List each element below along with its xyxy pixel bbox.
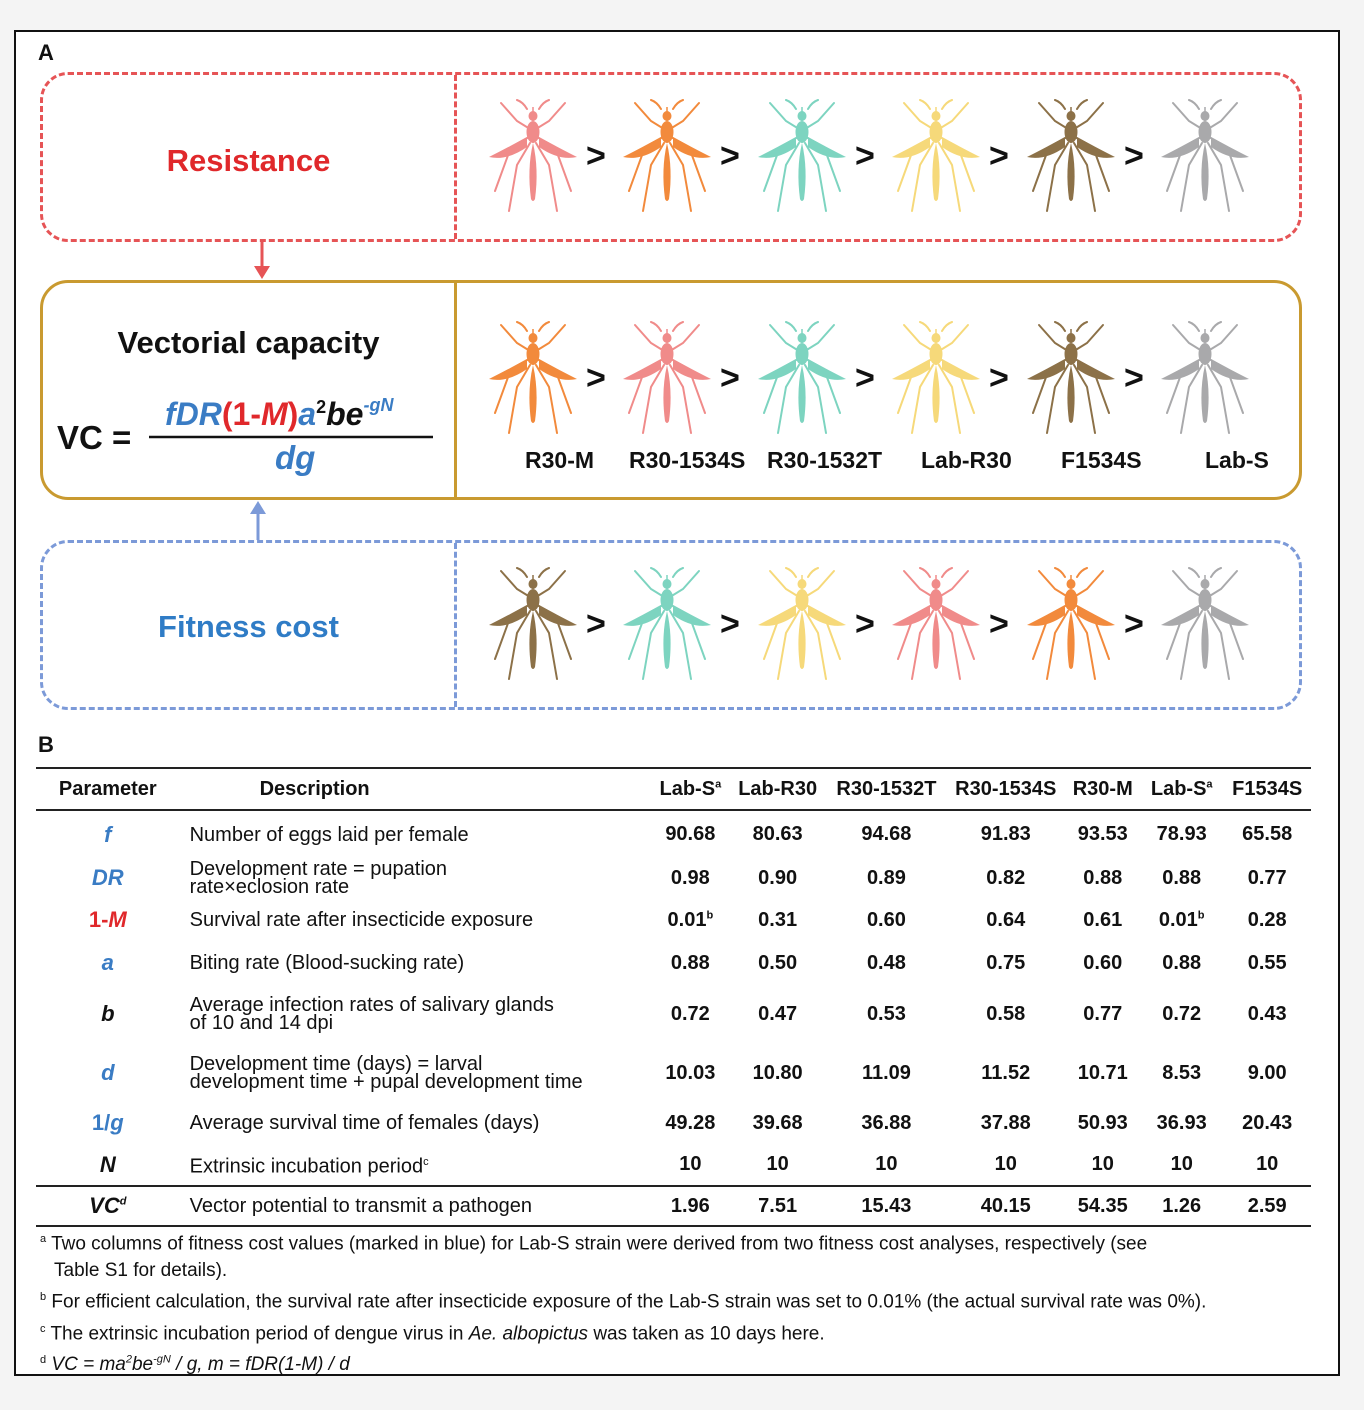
table-cell-value: 0.82 (986, 866, 1026, 889)
table-row-vc (36, 1186, 1311, 1226)
table-cell-value: 0.60 (1083, 951, 1123, 974)
mosquito-icon-R30-1532T (756, 99, 848, 217)
greater-than-sign: > (720, 137, 740, 175)
table-cell-value: 8.53 (1162, 1061, 1202, 1084)
footnote-c: $^c$ The extrinsic incubation period of dengue virus in Ae. albopictus was taken as 10 days here. (40, 1322, 825, 1344)
table-cell-value: 65.58 (1242, 823, 1293, 845)
table-cell-value: 0.31 (758, 908, 798, 931)
mosquito-icon-R30-M (1025, 567, 1117, 685)
table-cell-value: 39.68 (752, 1111, 803, 1134)
greater-than-sign: > (1124, 359, 1144, 397)
footnote-b: $^b$ For efficient calculation, the survival rate after insecticide exposure of the Lab-S strain was set to 0.01% (the actual survival rate was 0%). (40, 1291, 1207, 1313)
table-cell-value: 36.93 (1156, 1111, 1207, 1134)
table-cell-value: 80.63 (752, 823, 803, 845)
strain-label: R30-1534S (629, 447, 746, 473)
parameter-symbol: DR (91, 865, 124, 890)
table-cell-value: 0.01$^b$ (667, 908, 714, 931)
greater-than-sign: > (586, 137, 606, 175)
greater-than-sign: > (586, 359, 606, 397)
table-cell-value: 0.88 (670, 951, 710, 974)
table-cell-value: 1.96 (652, 1186, 728, 1226)
table-cell-value: 0.88 (1162, 951, 1202, 974)
formula-lhs: VC = (57, 419, 132, 456)
parameter-description: Vector potential to transmit a pathogen (180, 1186, 653, 1226)
vc-title: Vectorial capacity (117, 325, 380, 360)
table-cell-value: 10.80 (752, 1061, 803, 1084)
strain-label: R30-M (525, 447, 595, 473)
mosquito-icon-R30-1534S (487, 99, 579, 217)
panel-b-letter: B (38, 732, 54, 757)
mosquito-icon-R30-1532T (756, 321, 848, 439)
table-cell-value: 10.03 (665, 1061, 716, 1084)
table-row (36, 1102, 1311, 1144)
mosquito-icon-R30-M (621, 99, 713, 217)
table-header-row (36, 768, 1311, 810)
table-cell-value: 0.77 (1247, 866, 1287, 889)
strain-label: R30-1532T (767, 447, 883, 473)
greater-than-sign: > (989, 137, 1009, 175)
table-cell-value: 0.88 (1162, 866, 1202, 889)
parameter-description: Survival rate after insecticide exposure (189, 909, 534, 931)
table-cell-value: 50.93 (1077, 1111, 1128, 1134)
table-cell-value: 0.58 (986, 1002, 1026, 1025)
table-cell-value: 9.00 (1247, 1061, 1287, 1084)
table-cell-value: 0.89 (866, 866, 906, 889)
parameter-symbol: 1/g (91, 1110, 124, 1135)
fitness-cost-box (40, 540, 1302, 710)
table-cell-value: 10 (679, 1153, 702, 1175)
table-cell-value: 0.90 (758, 866, 798, 889)
table-cell-value: 0.01$^b$ (1158, 908, 1205, 931)
table-cell-value: 0.53 (866, 1002, 906, 1025)
parameter-description: Average infection rates of salivary glands of 10 and 14 dpi (189, 994, 554, 1034)
mosquito-icon-F1534S (1025, 321, 1117, 439)
greater-than-sign: > (989, 605, 1009, 643)
greater-than-sign: > (1124, 605, 1144, 643)
table-cell-value: 40.15 (946, 1186, 1065, 1226)
strain-label: F1534S (1061, 447, 1142, 473)
table-cell-value: 11.52 (981, 1061, 1031, 1084)
table-row (36, 1144, 1311, 1186)
table-cell-value: 0.77 (1083, 1002, 1123, 1025)
table-cell-value: 0.48 (866, 951, 906, 974)
header-parameter: Parameter (36, 768, 180, 810)
mosquito-icon-Lab-S (1159, 321, 1251, 439)
table-cell-value: 0.72 (1162, 1002, 1202, 1025)
greater-than-sign: > (586, 605, 606, 643)
table-cell-value: 78.93 (1156, 823, 1207, 845)
table-cell-value: 36.88 (861, 1111, 912, 1134)
table-cell-value: 7.51 (729, 1186, 827, 1226)
vc-mosquito-row (483, 321, 1283, 441)
table-cell-value: 0.98 (670, 866, 710, 889)
header-description: Description (180, 768, 653, 810)
table-cell-value: 37.88 (980, 1111, 1031, 1134)
header-strain: F1534S (1223, 768, 1311, 810)
table-cell-value: 10 (1170, 1153, 1193, 1175)
parameter-symbol: d (101, 1060, 115, 1085)
parameter-symbol: N (99, 1151, 116, 1177)
table-row (36, 858, 1311, 898)
parameter-symbol: f (104, 821, 112, 847)
parameter-table (36, 767, 1311, 1227)
figure-frame (14, 30, 1340, 1376)
table-cell-value: 10 (1256, 1153, 1279, 1175)
table-cell-value: 0.64 (986, 908, 1026, 931)
fitness-divider (454, 543, 457, 707)
header-strain: R30-M (1065, 768, 1140, 810)
table-row (36, 1044, 1311, 1102)
table-cell-value: 54.35 (1065, 1186, 1140, 1226)
table-row (36, 942, 1311, 984)
mosquito-icon-R30-1532T (621, 567, 713, 685)
footnotes (40, 1226, 1330, 1378)
parameter-symbol: 1-M (88, 907, 127, 932)
strain-label: Lab-S (1205, 447, 1269, 473)
table-cell-value: 94.68 (861, 823, 912, 845)
header-strain: Lab-S$^a$ (652, 768, 728, 810)
fitness-to-vc-arrow (248, 500, 268, 540)
table-cell-value: 15.43 (827, 1186, 946, 1226)
parameter-description: Development rate = pupation rate×eclosion rate (189, 858, 448, 898)
parameter-description: Development time (days) = larval development time + pupal development time (189, 1053, 583, 1093)
vectorial-capacity-box (40, 280, 1302, 500)
parameter-description: Average survival time of females (days) (189, 1112, 540, 1134)
header-strain: Lab-S$^a$ (1140, 768, 1223, 810)
footnote-a: $^a$ Two columns of fitness cost values (marked in blue) for Lab-S strain were derived from two fitness cost analyses, respectively (see (40, 1233, 1148, 1255)
mosquito-icon-F1534S (487, 567, 579, 685)
mosquito-icon-R30-1534S (621, 321, 713, 439)
table-cell-value: 0.47 (758, 1002, 798, 1025)
fitness-mosquito-row (483, 567, 1283, 687)
table-cell-value: 11.09 (861, 1061, 911, 1084)
mosquito-icon-R30-M (487, 321, 579, 439)
table-row (36, 810, 1311, 858)
footnote-d: $^d$ VC = $ma^2be^{-gN}$ / g, m = fDR(1-M) / d (40, 1353, 350, 1376)
table-cell-value: 0.55 (1247, 951, 1287, 974)
resistance-divider (454, 75, 457, 239)
mosquito-icon-Lab-S (1159, 99, 1251, 217)
parameter-symbol: b (101, 1001, 115, 1026)
mosquito-icon-Lab-S (1159, 567, 1251, 685)
table-cell-value: 10 (994, 1153, 1017, 1175)
strain-label: Lab-R30 (921, 447, 1012, 473)
table-cell-value: 2.59 (1223, 1186, 1311, 1226)
table-cell-value: 93.53 (1077, 823, 1128, 845)
table-cell-value: 10 (875, 1153, 898, 1175)
table-cell-value: 0.43 (1247, 1002, 1287, 1025)
vc-divider (454, 283, 457, 497)
parameter-symbol: VC$^d$ (36, 1186, 180, 1226)
greater-than-sign: > (720, 359, 740, 397)
table-cell-value: 0.88 (1083, 866, 1123, 889)
fitness-cost-label: Fitness cost (158, 609, 339, 644)
mosquito-icon-Lab-R30 (890, 321, 982, 439)
table-cell-value: 10.71 (1077, 1061, 1128, 1084)
resistance-to-vc-arrow (252, 242, 272, 280)
greater-than-sign: > (720, 605, 740, 643)
header-strain: R30-1534S (946, 768, 1065, 810)
parameter-description: Biting rate (Blood-sucking rate) (189, 952, 465, 974)
mosquito-icon-Lab-R30 (756, 567, 848, 685)
mosquito-icon-Lab-R30 (890, 99, 982, 217)
table-cell-value: 91.83 (980, 823, 1031, 845)
formula-numerator: $fDR(1-M)a^2be^{-gN}$ (165, 395, 394, 432)
table-cell-value: 1.26 (1140, 1186, 1223, 1226)
mosquito-icon-R30-1534S (890, 567, 982, 685)
table-cell-value: 0.50 (758, 951, 798, 974)
formula-denominator: dg (275, 439, 316, 476)
greater-than-sign: > (855, 359, 875, 397)
resistance-label: Resistance (166, 143, 331, 178)
table-cell-value: 0.60 (866, 908, 906, 931)
header-strain: R30-1532T (827, 768, 946, 810)
table-cell-value: 0.75 (986, 951, 1026, 974)
table-cell-value: 20.43 (1242, 1111, 1293, 1134)
table-cell-value: 0.61 (1083, 908, 1123, 931)
resistance-mosquito-row (483, 99, 1283, 219)
greater-than-sign: > (989, 359, 1009, 397)
greater-than-sign: > (855, 137, 875, 175)
table-cell-value: 0.28 (1247, 908, 1287, 931)
table-row (36, 984, 1311, 1044)
panel-a-letter: A (38, 40, 54, 65)
mosquito-icon-F1534S (1025, 99, 1117, 217)
table-cell-value: 49.28 (665, 1111, 716, 1134)
vc-formula (57, 387, 437, 477)
table-cell-value: 90.68 (665, 823, 716, 845)
table-cell-value: 10 (766, 1153, 789, 1175)
resistance-box (40, 72, 1302, 242)
greater-than-sign: > (1124, 137, 1144, 175)
parameter-description: Extrinsic incubation period$^c$ (189, 1155, 429, 1178)
header-strain: Lab-R30 (729, 768, 827, 810)
table-cell-value: 0.72 (670, 1002, 710, 1025)
table-cell-value: 10 (1091, 1153, 1114, 1175)
parameter-description: Number of eggs laid per female (189, 823, 469, 846)
table-row (36, 898, 1311, 942)
greater-than-sign: > (855, 605, 875, 643)
parameter-symbol: a (101, 950, 114, 975)
footnote-a-cont: Table S1 for details). (54, 1260, 228, 1282)
